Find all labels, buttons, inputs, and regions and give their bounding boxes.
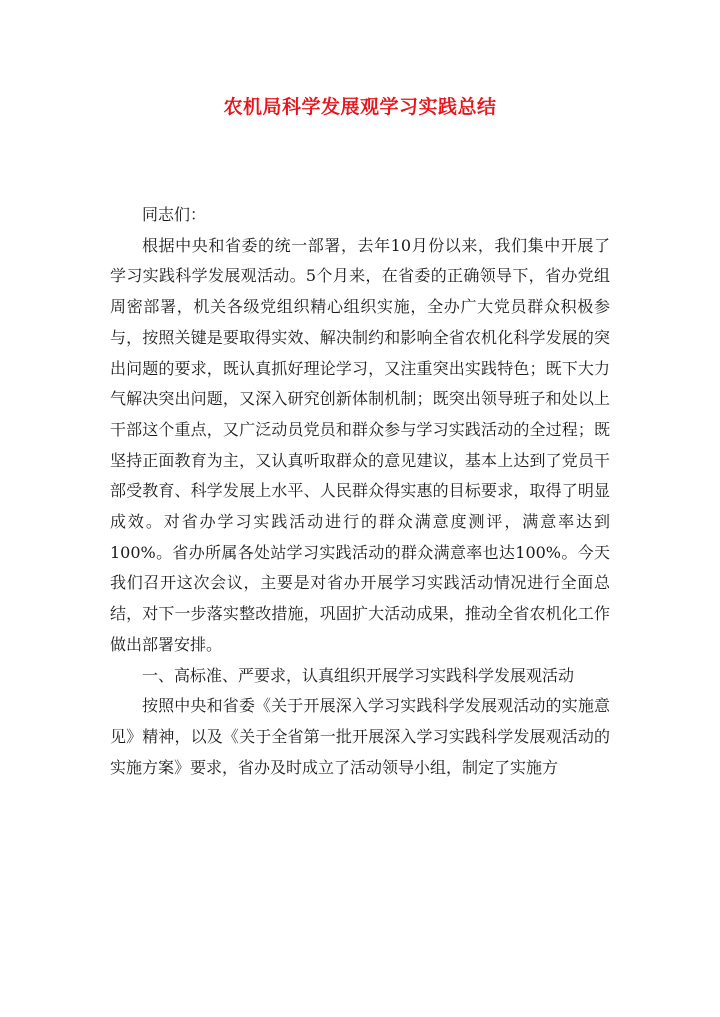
- section-heading: 一、高标准、严要求，认真组织开展学习实践科学发展观活动: [142, 665, 575, 685]
- document-title: 农机局科学发展观学习实践总结: [223, 96, 497, 118]
- body-paragraph: 按照中央和省委《关于开展深入学习实践科学发展观活动的实施意见》精神，以及《关于全省第一批开展深入学习实践科学发展观活动的实施方案》要求，省办及时成立了活动领导小组，制定了实施方: [110, 696, 610, 777]
- body-paragraph: 根据中央和省委的统一部署，去年10月份以来，我们集中开展了学习实践科学发展观活动。5个月来，在省委的正确领导下，省办党组周密部署，机关各级党组织精心组织实施，全办广大党员群众积极参与，按照关键是要取得实效、解决制约和影响全省农机化科学发展的突出问题的要求，既认真抓好理论学习，又注重突出实践特色；既下大力气解决突出问题，又深入研究创新体制机制；既突出领导班子和处以上干部这个重点，又广泛动员党员和群众参与学习实践活动的全过程；既坚持正面教育为主，又认真听取群众的意见建议，基本上达到了党员干部受教育、科学发展上水平、人民群众得实惠的目标要求，取得了明显成效。对省办学习实践活动进行的群众满意度测评，满意率达到100%。省办所属各处站学习实践活动的群众满意率也达100%。今天我们召开这次会议，主要是对省办开展学习实践活动情况进行全面总结，对下一步落实整改措施，巩固扩大活动成果，推动全省农机化工作做出部署安排。: [110, 235, 610, 654]
- document-body: [110, 200, 610, 783]
- salutation: 同志们：: [142, 205, 207, 224]
